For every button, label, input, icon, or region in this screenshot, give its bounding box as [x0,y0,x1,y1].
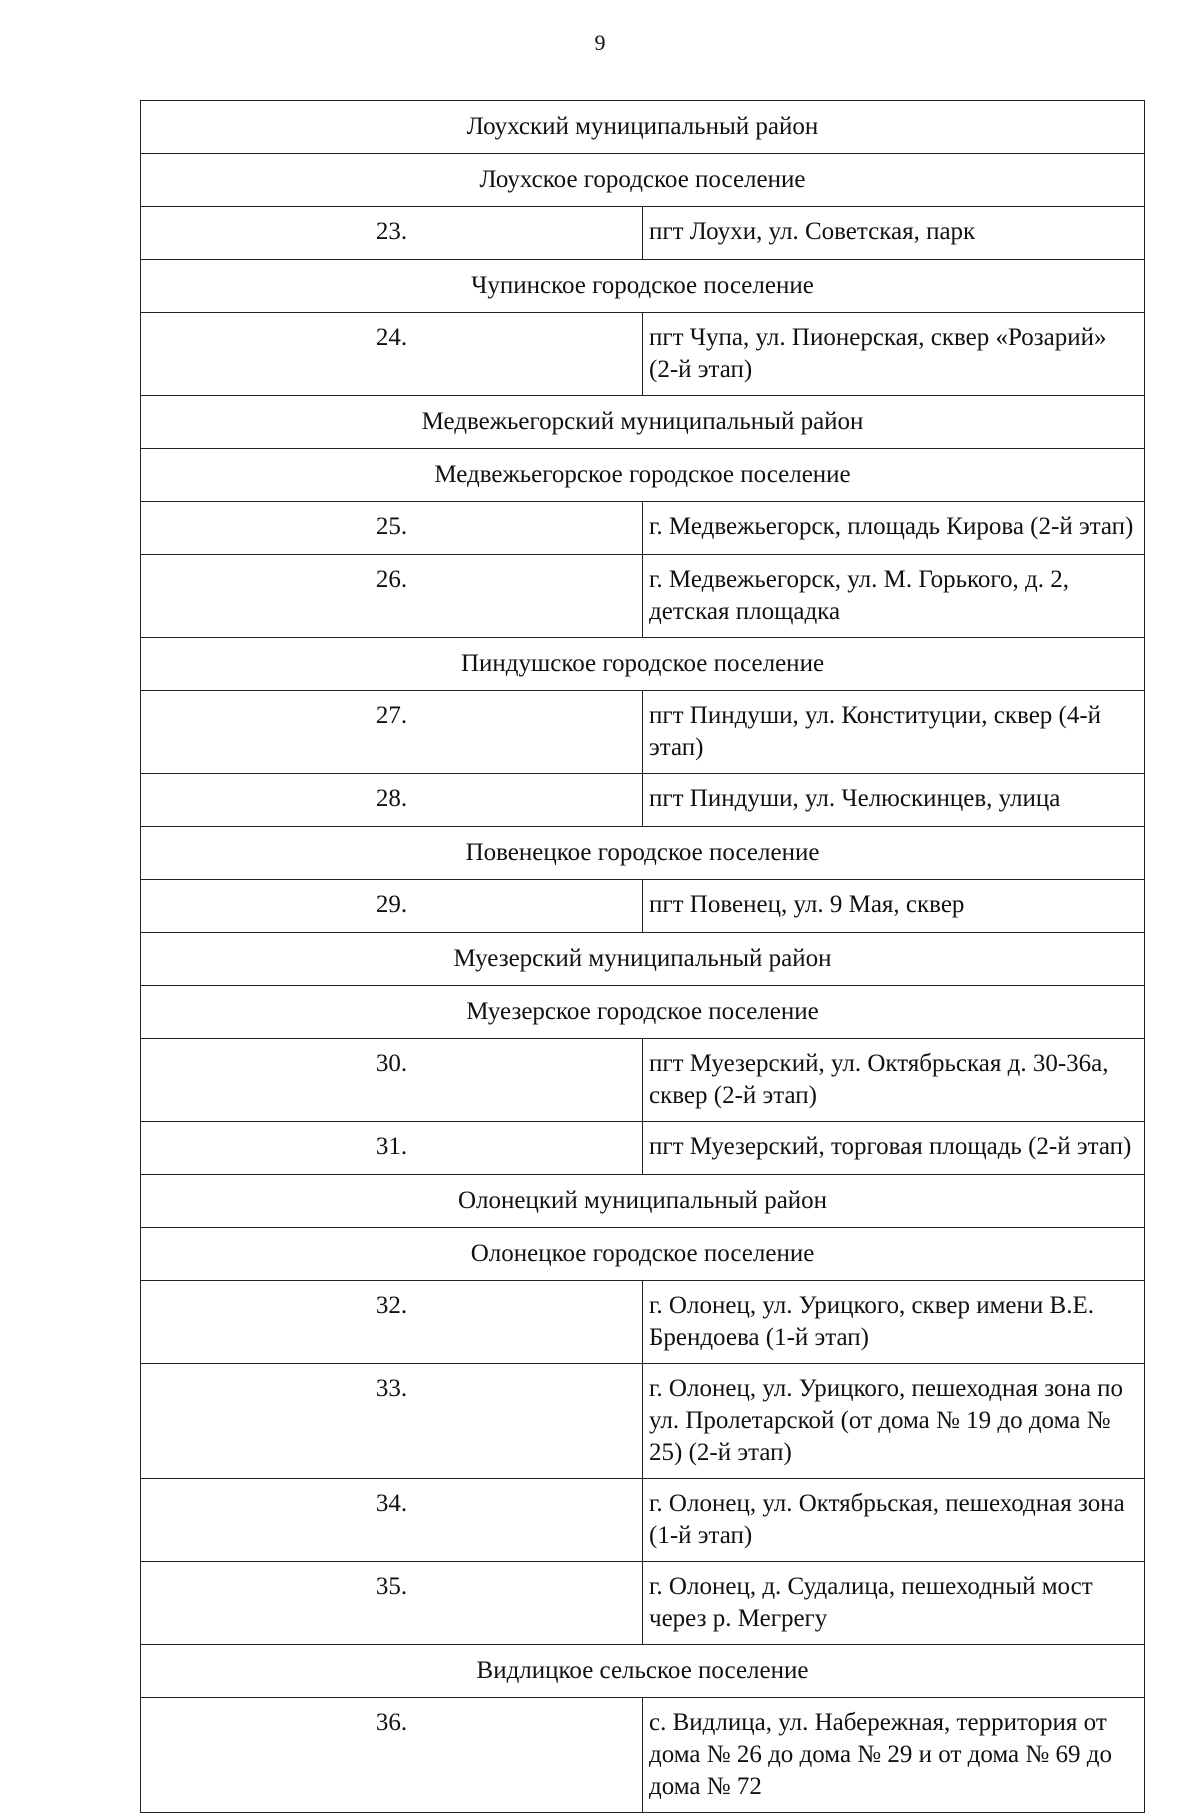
section-header-row [141,396,1145,449]
section-header-row [141,1228,1145,1281]
row-location: пгт Чупа, ул. Пионерская, сквер «Розарий» (2-й этап) [643,313,1145,396]
row-number: 31. [141,1122,643,1175]
row-number: 36. [141,1698,643,1813]
section-title: Лоухский муниципальный район [141,101,1145,154]
table-row [141,1122,1145,1175]
table-row [141,691,1145,774]
section-header-row [141,1645,1145,1698]
row-number: 33. [141,1364,643,1479]
table-row [141,1698,1145,1813]
table-body [141,101,1145,1813]
row-location: г. Олонец, ул. Урицкого, сквер имени В.Е. Брендоева (1-й этап) [643,1281,1145,1364]
row-number: 23. [141,207,643,260]
section-title: Медвежьегорское городское поселение [141,449,1145,502]
section-header-row [141,154,1145,207]
row-number: 32. [141,1281,643,1364]
row-location: пгт Пиндуши, ул. Челюскинцев, улица [643,774,1145,827]
settlements-table [140,100,1145,1813]
section-title: Видлицкое сельское поселение [141,1645,1145,1698]
row-location: пгт Муезерский, ул. Октябрьская д. 30-36а, сквер (2-й этап) [643,1039,1145,1122]
section-title: Повенецкое городское поселение [141,827,1145,880]
table-row [141,313,1145,396]
row-number: 30. [141,1039,643,1122]
row-location: пгт Пиндуши, ул. Конституции, сквер (4-й этап) [643,691,1145,774]
table-row [141,555,1145,638]
section-header-row [141,986,1145,1039]
page-number: 9 [594,30,606,55]
row-location: пгт Повенец, ул. 9 Мая, сквер [643,880,1145,933]
section-title: Чупинское городское поселение [141,260,1145,313]
table-row [141,774,1145,827]
row-location: г. Медвежьегорск, площадь Кирова (2-й этап) [643,502,1145,555]
section-title: Медвежьегорский муниципальный район [141,396,1145,449]
table-row [141,880,1145,933]
section-header-row [141,638,1145,691]
table-row [141,1479,1145,1562]
section-header-row [141,1175,1145,1228]
section-title: Лоухское городское поселение [141,154,1145,207]
table-row [141,1039,1145,1122]
row-location: г. Медвежьегорск, ул. М. Горького, д. 2, детская площадка [643,555,1145,638]
table-row [141,207,1145,260]
table-row [141,1364,1145,1479]
section-header-row [141,933,1145,986]
row-number: 27. [141,691,643,774]
section-header-row [141,260,1145,313]
section-title: Муезерский муниципальный район [141,933,1145,986]
section-title: Муезерское городское поселение [141,986,1145,1039]
row-location: пгт Муезерский, торговая площадь (2-й этап) [643,1122,1145,1175]
table-row [141,1281,1145,1364]
row-number: 25. [141,502,643,555]
section-title: Олонецкий муниципальный район [141,1175,1145,1228]
row-number: 29. [141,880,643,933]
row-location: г. Олонец, д. Судалица, пешеходный мост через р. Мегрегу [643,1562,1145,1645]
section-title: Пиндушское городское поселение [141,638,1145,691]
row-number: 24. [141,313,643,396]
section-header-row [141,827,1145,880]
row-number: 34. [141,1479,643,1562]
row-number: 26. [141,555,643,638]
row-location: г. Олонец, ул. Урицкого, пешеходная зона по ул. Пролетарской (от дома № 19 до дома № 25) (2-й этап) [643,1364,1145,1479]
table-row [141,502,1145,555]
row-location: г. Олонец, ул. Октябрьская, пешеходная зона (1-й этап) [643,1479,1145,1562]
row-location: пгт Лоухи, ул. Советская, парк [643,207,1145,260]
section-title: Олонецкое городское поселение [141,1228,1145,1281]
section-header-row [141,449,1145,502]
table-row [141,1562,1145,1645]
row-number: 35. [141,1562,643,1645]
row-location: с. Видлица, ул. Набережная, территория от дома № 26 до дома № 29 и от дома № 69 до дома № 72 [643,1698,1145,1813]
row-number: 28. [141,774,643,827]
section-header-row [141,101,1145,154]
